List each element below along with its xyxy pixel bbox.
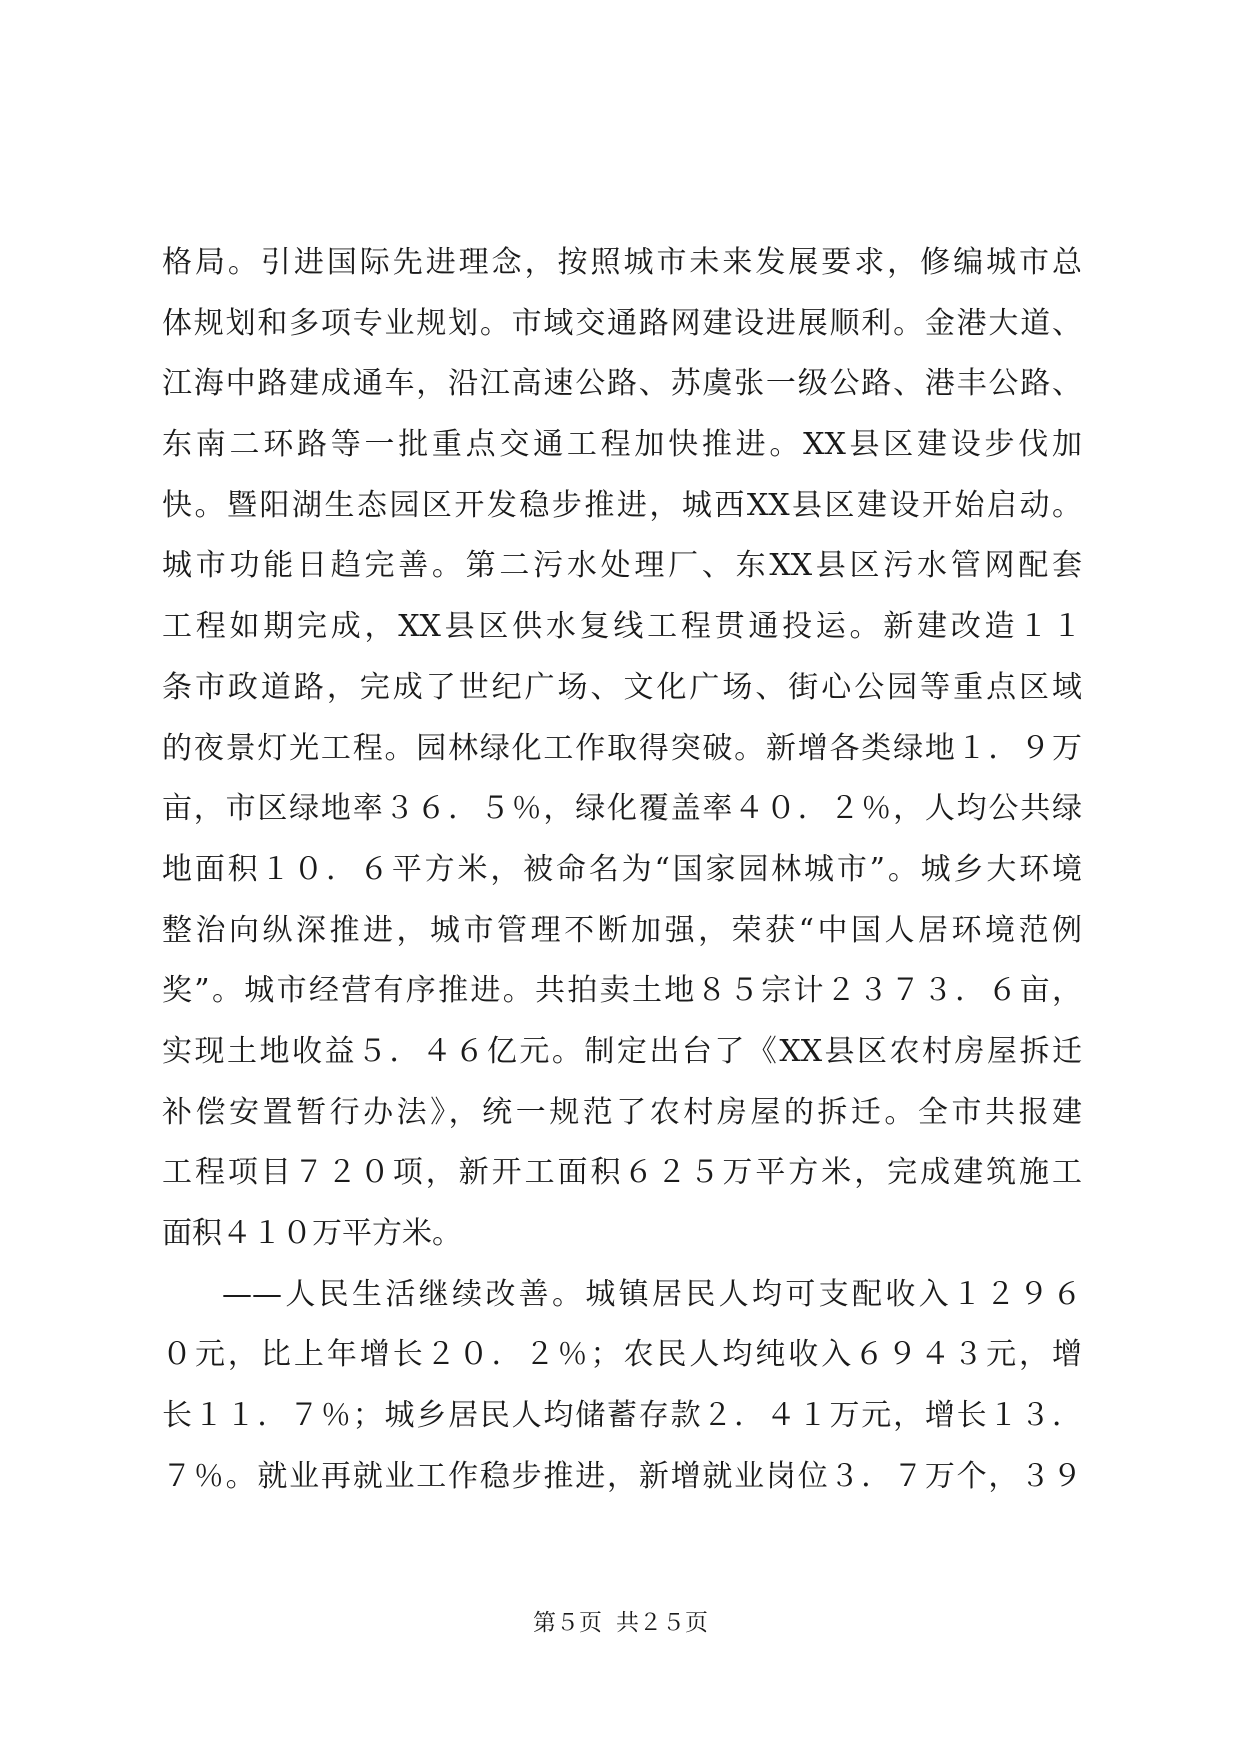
text-line: 实现土地收益５．４６亿元。制定出台了《XX县区农村房屋拆迁 [162,1033,1082,1069]
text-line: 地面积１０．６平方米，被命名为“国家园林城市”。城乡大环境 [162,851,1082,887]
text-line: 东南二环路等一批重点交通工程加快推进。XX县区建设步伐加 [162,427,1082,463]
text-line: ——人民生活继续改善。城镇居民人均可支配收入１２９６ [222,1276,1082,1312]
page-total: 共２５页 [616,1610,708,1636]
text-line: 面积４１０万平方米。 [162,1216,462,1251]
body-text [162,233,1082,1507]
text-line: 亩，市区绿地率３６．５％，绿化覆盖率４０．２％，人均公共绿 [162,791,1082,827]
text-line: 江海中路建成通车，沿江高速公路、苏虞张一级公路、港丰公路、 [162,366,1082,402]
text-line: 工程项目７２０项，新开工面积６２５万平方米，完成建筑施工 [162,1155,1082,1191]
text-line: 快。暨阳湖生态园区开发稳步推进，城西XX县区建设开始启动。 [162,487,1082,523]
text-line: 格局。引进国际先进理念，按照城市未来发展要求，修编城市总 [162,245,1082,280]
page-footer [0,1608,1241,1638]
text-line: 整治向纵深推进，城市管理不断加强，荣获“中国人居环境范例 [162,912,1082,948]
text-line: 城市功能日趋完善。第二污水处理厂、东XX县区污水管网配套 [162,548,1082,584]
text-line: 工程如期完成，XX县区供水复线工程贯通投运。新建改造１１ [162,609,1082,645]
text-line: ７％。就业再就业工作稳步推进，新增就业岗位３．７万个，３９ [162,1458,1082,1494]
text-line: 补偿安置暂行办法》，统一规范了农村房屋的拆迁。全市共报建 [162,1094,1082,1130]
text-line: 的夜景灯光工程。园林绿化工作取得突破。新增各类绿地１．９万 [162,730,1082,766]
text-line: 奖”。城市经营有序推进。共拍卖土地８５宗计２３７３．６亩， [162,973,1082,1009]
text-line: 体规划和多项专业规划。市域交通路网建设进展顺利。金港大道、 [162,305,1082,341]
text-line: ０元，比上年增长２０．２％；农民人均纯收入６９４３元，增 [162,1337,1082,1373]
text-line: 条市政道路，完成了世纪广场、文化广场、街心公园等重点区域 [162,669,1082,705]
page-number: 第５页 [533,1610,602,1636]
text-line: 长１１．７％；城乡居民人均储蓄存款２．４１万元，增长１３． [162,1398,1082,1434]
